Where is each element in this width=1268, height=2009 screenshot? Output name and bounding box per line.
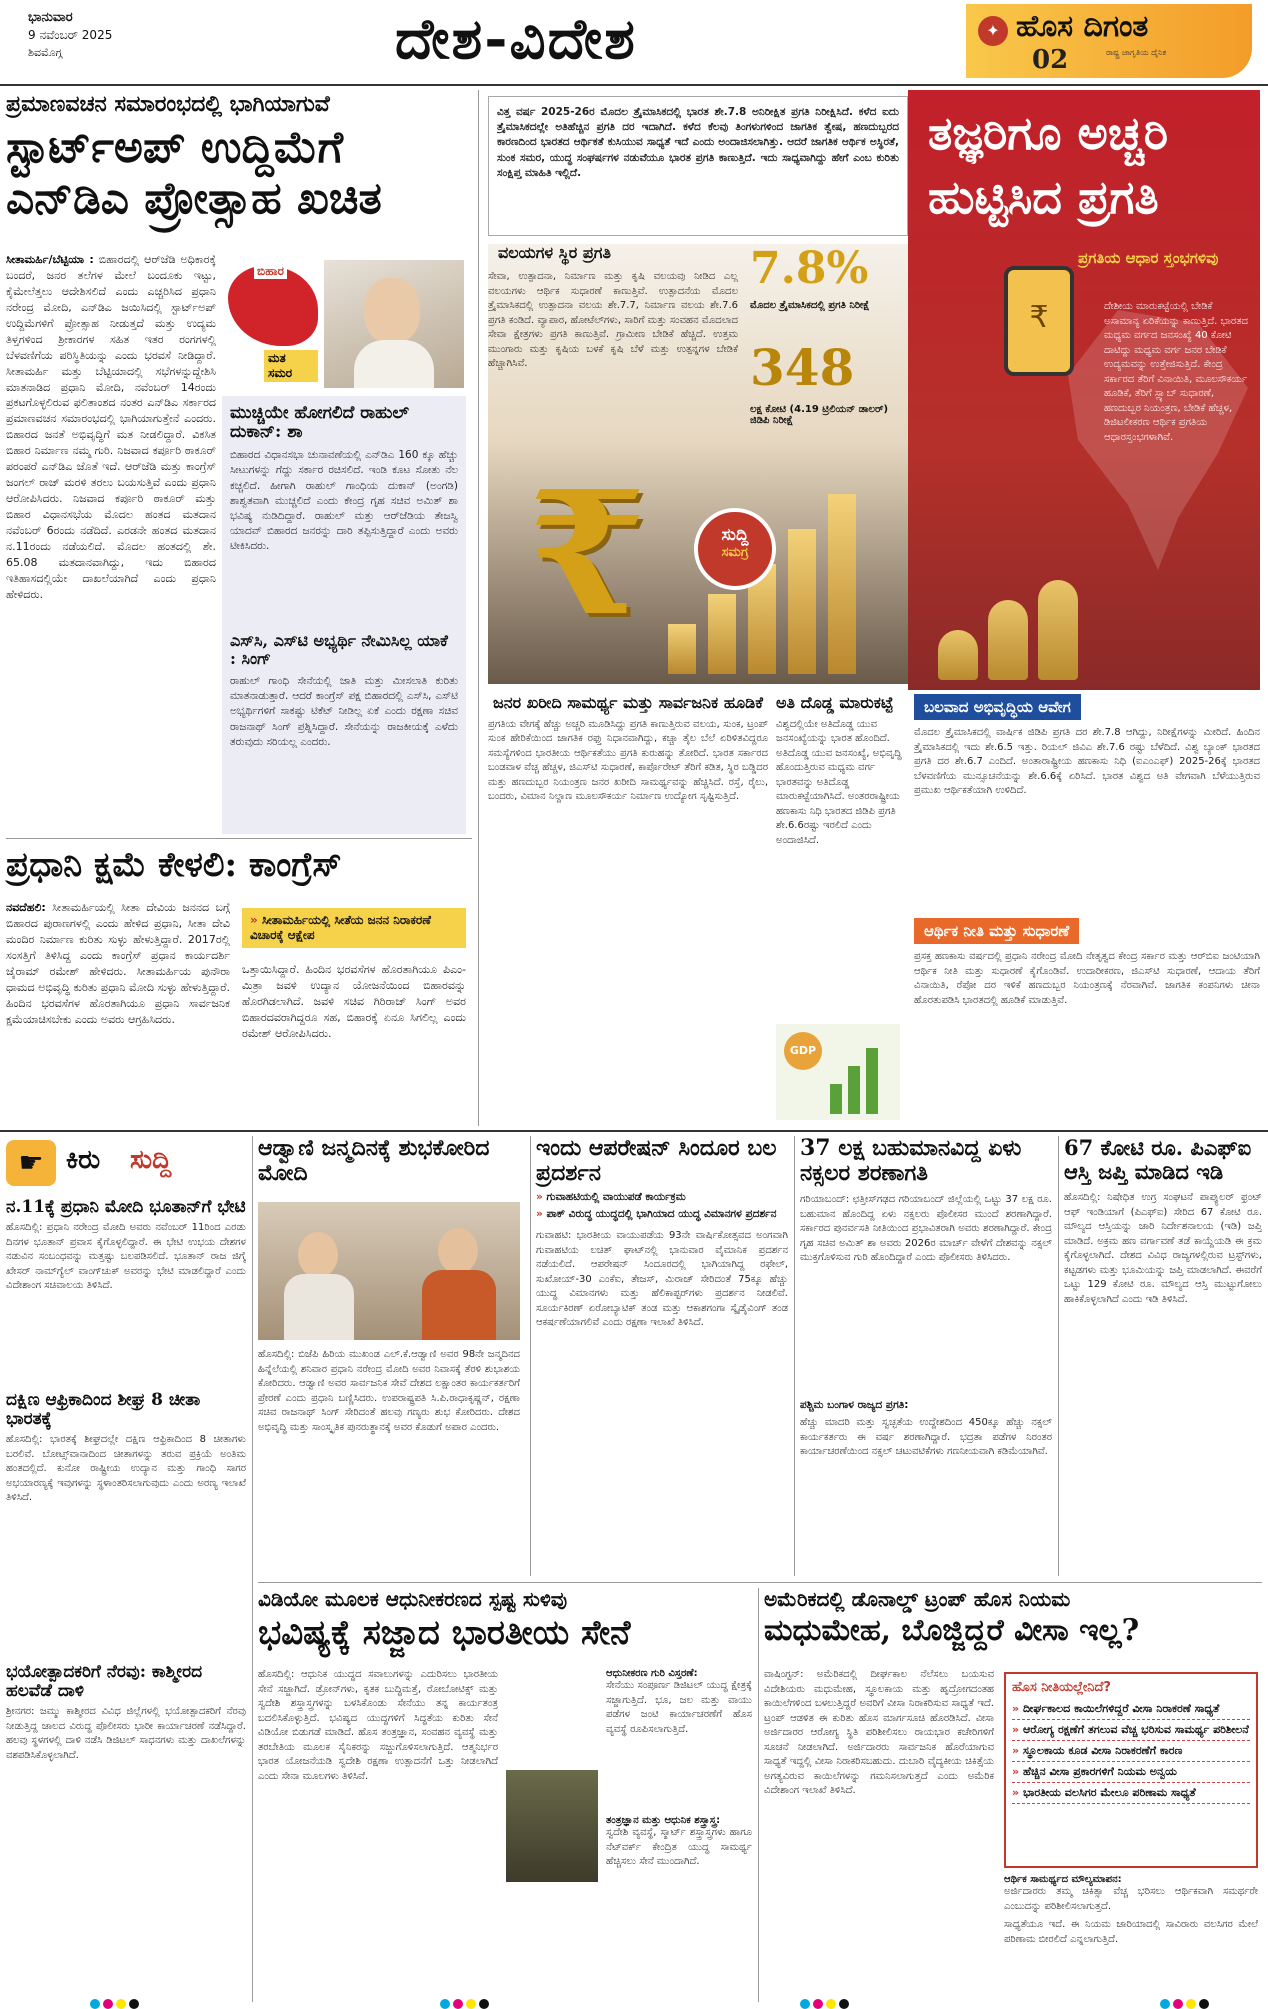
pillars-body: ದೇಶೀಯ ಮಾರುಕಟ್ಟೆಯಲ್ಲಿ ಬೇಡಿಕೆ ಅಸಾಮಾನ್ಯ ಏರಿಕೆಯನ್ನು ಕಾಣುತ್ತಿದೆ. ಭಾರತದ ಮಧ್ಯಮ ವರ್ಗದ ಜನಸಂಖ್ಯೆ 40 ಕೋಟಿ ದಾಟಿದ್ದು ಮಧ್ಯಮ ವರ್ಗ ಜನರ ಬೇಡಿಕೆ ಉದ್ಯಮವನ್ನು ಉತ್ತೇಜಿಸುತ್ತಿದೆ. ಕೇಂದ್ರ ಸರ್ಕಾರದ ತೆರಿಗೆ ವಿನಾಯಿತಿ, ಮೂಲಸೌಕರ್ಯ ಹೂಡಿಕೆ, ತೆರಿಗೆ ಸ್ಲ್ಯಾಬ್ ಸುಧಾರಣೆ, ಹಣದುಬ್ಬರ ನಿಯಂತ್ರಣ, ಬೇಡಿಕೆ ಹೆಚ್ಚಳ, ಡಿಜಿಟಲೀಕರಣ ಆರ್ಥಿಕ ಪ್ರಗತಿಯ ಆಧಾರಸ್ತಂಭಗಳಾಗಿವೆ.: [1104, 301, 1248, 443]
paper-tagline: ರಾಷ್ಟ್ರ ಜಾಗೃತಿಯ ದೈನಿಕ: [1106, 48, 1167, 57]
lamp-logo-icon: ✦: [978, 16, 1008, 46]
sindoor-headline: ಇಂದು ಆಪರೇಷನ್ ಸಿಂದೂರ ಬಲ ಪ್ರದರ್ಶನ: [536, 1135, 777, 1186]
pm-apology-highlight: [242, 908, 466, 948]
pointing-hand-icon: ☛: [6, 1140, 56, 1186]
arrow-icon: »: [1012, 1702, 1023, 1715]
divider: [478, 90, 479, 1126]
rahul-sub-headline: ಎಸ್‌ಸಿ, ಎಸ್‌ಟಿ ಅಭ್ಯರ್ಥಿ ನೇಮಿಸಿಲ್ಲ ಯಾಕೆ : ಸಿಂಗ್: [230, 631, 448, 668]
phone-rupee-graphic: [1004, 266, 1074, 376]
list-item-text: ದೀರ್ಘಕಾಲದ ಕಾಯಿಲೆಗಳಿದ್ದರೆ ವೀಸಾ ನಿರಾಕರಣೆ ಸಾಧ್ಯತೆ: [1022, 1702, 1220, 1715]
purchasing-body: ಪ್ರಗತಿಯ ವೇಗಕ್ಕೆ ಹೆಚ್ಚು ಅಚ್ಚರಿ ಮೂಡಿಸಿದ್ದು ಪ್ರಗತಿ ಕಾಣುತ್ತಿರುವ ವಲಯ, ಸುಂಕ, ಟ್ರಂಪ್ ಸುಂಕ ಹೇರಿಕೆಯಿಂದ ಜಾಗತಿಕ ರಫ್ತು ನಿಧಾನವಾಗಿದ್ದು, ಕಚ್ಚಾ ತೈಲ ಬೆಲೆ ಏರಿಳಿತವಿದ್ದರೂ ಸಮಸ್ಯೆಗಳಿಂದ ಭಾರತೀಯ ಆರ್ಥಿಕತೆಯು ಪ್ರಗತಿ ಕುರುಹನ್ನು ತೋರಿದೆ. ಭಾರತ ಸರ್ಕಾರದ ಬಂಡವಾಳ ವೆಚ್ಚ ಹೆಚ್ಚಳ, ಜಿಎಸ್‌ಟಿ ಸುಧಾರಣೆ, ಕಾರ್ಪೊರೇಟ್ ತೆರಿಗೆ ಕಡಿತ, ಸ್ಥಿರ ಬಡ್ಡಿದರ ಮತ್ತು ಹಣದುಬ್ಬರ ನಿಯಂತ್ರಣ ಜನರ ಖರೀದಿ ಸಾಮರ್ಥ್ಯವನ್ನು ಹೆಚ್ಚಿಸಿದೆ. ರಸ್ತೆ, ರೈಲು, ಬಂದರು, ವಿಮಾನ ನಿಲ್ದಾಣ ಮೂಲಸೌಕರ್ಯ ನಿರ್ಮಾಣ ಉದ್ಯೋಗ ಸೃಷ್ಟಿಸುತ್ತಿದೆ.: [488, 718, 768, 803]
policy-body: ಪ್ರಸಕ್ತ ಹಣಕಾಸು ವರ್ಷದಲ್ಲಿ ಪ್ರಧಾನಿ ನರೇಂದ್ರ ಮೋದಿ ನೇತೃತ್ವದ ಕೇಂದ್ರ ಸರ್ಕಾರ ಮತ್ತು ಆರ್‌ಬಿಐ ಜಂಟಿಯಾಗಿ ಆರ್ಥಿಕ ನೀತಿ ಮತ್ತು ಸುಧಾರಣೆ ಕೈಗೊಂಡಿವೆ. ಉದಾರೀಕರಣ, ಜಿಎಸ್‌ಟಿ ಸುಧಾರಣೆ, ಆದಾಯ ತೆರಿಗೆ ವಿನಾಯಿತಿ, ರೆಪೋ ದರ ಇಳಿಕೆ ಹಣದುಬ್ಬರ ನಿಯಂತ್ರಣಕ್ಕೆ ನೆರವಾಗಿವೆ. ಜಾಗತಿಕ ಕಂಪನಿಗಳು ಚೀನಾ ಹೊರತುಪಡಿಸಿ ಭಾರತದಲ್ಲಿ ಹೂಡಿಕೆ ಮಾಡುತ್ತಿವೆ.: [914, 951, 1260, 1006]
suddi-label: ಸುದ್ದಿ: [130, 1145, 172, 1175]
list-item: [1012, 1741, 1250, 1762]
pm-apology-body: [6, 900, 230, 1122]
kiru-item1-title: ನ.11ಕ್ಕೆ ಪ್ರಧಾನಿ ಮೋದಿ ಭೂತಾನ್‌ಗೆ ಭೇಟಿ: [6, 1197, 246, 1217]
purchasing-title: ಜನರ ಖರೀದಿ ಸಾಮರ್ಥ್ಯ ಮತ್ತು ಸಾರ್ವಜನಿಕ ಹೂಡಿಕೆ: [492, 693, 764, 712]
paper-logo-block: [966, 4, 1252, 78]
registration-dots: [1160, 1994, 1212, 2009]
market-body: ವಿಶ್ವದಲ್ಲಿಯೇ ಅತಿದೊಡ್ಡ ಯುವ ಜನಸಂಖ್ಯೆಯನ್ನು ಭಾರತ ಹೊಂದಿದೆ. ಅತಿದೊಡ್ಡ ಯುವ ಜನಸಂಖ್ಯೆ, ಅಭಿವೃದ್ಧಿ ಹೊಂದುತ್ತಿರುವ ಮಧ್ಯಮ ವರ್ಗ ಭಾರತವನ್ನು ಅತಿದೊಡ್ಡ ಮಾರುಕಟ್ಟೆಯಾಗಿಸಿದೆ. ಅಂತರರಾಷ್ಟ್ರೀಯ ಹಣಕಾಸು ನಿಧಿ ಭಾರತದ ಜಿಡಿಪಿ ಪ್ರಗತಿ ಶೇ.6.6ರಷ್ಟು ಇರಲಿದೆ ಎಂದು ಅಂದಾಜಿಸಿದೆ.: [776, 718, 902, 846]
startup-headline-2: ಎನ್‌ಡಿಎ ಪ್ರೋತ್ಸಾಹ ಖಚಿತ: [6, 172, 382, 224]
trump-headline: ಮಧುಮೇಹ, ಬೊಜ್ಜಿದ್ದರೆ ವೀಸಾ ಇಲ್ಲ?: [764, 1613, 1140, 1649]
masthead-rule: [0, 84, 1268, 86]
divider: [0, 1130, 1268, 1132]
trump-sub-body: ಅರ್ಜಿದಾರರು ತಮ್ಮ ಚಿಕಿತ್ಸಾ ವೆಚ್ಚ ಭರಿಸಲು ಆರ್ಥಿಕವಾಗಿ ಸಮರ್ಥರೇ ಎಂಬುದನ್ನು ಪರಿಶೀಲಿಸಲಾಗುತ್ತದೆ.: [1004, 1886, 1258, 1912]
startup-dateline: ಸೀತಾಮರ್ಹಿ/ಬೆಟ್ಟಿಯಾ :: [6, 253, 94, 266]
ed-body: ಹೊಸದಿಲ್ಲಿ: ನಿಷೇಧಿತ ಉಗ್ರ ಸಂಘಟನೆ ಪಾಪ್ಯುಲರ್ ಫ್ರಂಟ್ ಆಫ್ ಇಂಡಿಯಾಗೆ (ಪಿಎಫ್‌ಐ) ಸೇರಿದ 67 ಕೋಟಿ ರೂ. ಮೌಲ್ಯದ ಆಸ್ತಿಯನ್ನು ಜಾರಿ ನಿರ್ದೇಶನಾಲಯ (ಇಡಿ) ಜಪ್ತಿ ಮಾಡಿದೆ. ಅಕ್ರಮ ಹಣ ವರ್ಗಾವಣೆ ತಡೆ ಕಾಯ್ದೆಯಡಿ ಈ ಕ್ರಮ ಕೈಗೊಳ್ಳಲಾಗಿದೆ. ದೇಶದ ವಿವಿಧ ರಾಜ್ಯಗಳಲ್ಲಿರುವ ಟ್ರಸ್ಟ್‌ಗಳು, ಕಟ್ಟಡಗಳು ಮತ್ತು ಭೂಮಿಯನ್ನು ಜಪ್ತಿ ಮಾಡಲಾಗಿದೆ. ಈವರೆಗೆ ಒಟ್ಟು 129 ಕೋಟಿ ರೂ. ಮೌಲ್ಯದ ಆಸ್ತಿ ಮುಟ್ಟುಗೋಲು ಹಾಕಿಕೊಳ್ಳಲಾಗಿದೆ ಎಂದು ಇಡಿ ತಿಳಿಸಿದೆ.: [1064, 1192, 1262, 1305]
kiru-item3-body: ಶ್ರೀನಗರ: ಜಮ್ಮು ಕಾಶ್ಮೀರದ ವಿವಿಧ ಜಿಲ್ಲೆಗಳಲ್ಲಿ ಭಯೋತ್ಪಾದಕರಿಗೆ ನೆರವು ನೀಡುತ್ತಿದ್ದ ಜಾಲದ ವಿರುದ್ಧ ಪೊಲೀಸರು ಭಾರೀ ಕಾರ್ಯಾಚರಣೆ ನಡೆಸಿದ್ದಾರೆ. ಹಲವು ಸ್ಥಳಗಳಲ್ಲಿ ದಾಳಿ ನಡೆಸಿ ಡಿಜಿಟಲ್ ಸಾಧನಗಳು ಮತ್ತು ದಾಖಲೆಗಳನ್ನು ವಶಪಡಿಸಿಕೊಳ್ಳಲಾಗಿದೆ.: [6, 1706, 246, 1761]
page-number: 02: [1032, 45, 1069, 75]
arrow-icon: »: [1012, 1723, 1023, 1736]
army-sub1-title: ಆಧುನೀಕರಣ ಗುರಿ ವಿಸ್ತರಣೆ:: [606, 1668, 698, 1679]
economy-hero-panel: [908, 90, 1260, 690]
sindoor-bullet-2: [536, 1208, 788, 1221]
naxal-body: ಗರಿಯಾಬಂದ್: ಛತ್ತೀಸ್‌ಗಢದ ಗರಿಯಾಬಂದ್ ಜಿಲ್ಲೆಯಲ್ಲಿ ಒಟ್ಟು 37 ಲಕ್ಷ ರೂ. ಬಹುಮಾನ ಹೊಂದಿದ್ದ ಏಳು ನಕ್ಸಲರು ಪೊಲೀಸರ ಮುಂದೆ ಶರಣಾಗಿದ್ದಾರೆ. ಸರ್ಕಾರದ ಪುನರ್ವಸತಿ ನೀತಿಯಿಂದ ಪ್ರಭಾವಿತರಾಗಿ ಅವರು ಶರಣಾಗಿದ್ದಾರೆ. ಕೇಂದ್ರ ಗೃಹ ಸಚಿವ ಅಮಿತ್ ಶಾ ಅವರು 2026ರ ಮಾರ್ಚ್ ವೇಳೆಗೆ ದೇಶವನ್ನು ನಕ್ಸಲ್ ಮುಕ್ತಗೊಳಿಸುವ ಗುರಿ ಹೊಂದಿದ್ದಾರೆ ಎಂದು ಪೊಲೀಸರು ತಿಳಿಸಿದರು.: [800, 1194, 1052, 1264]
badge-line-2: ಸಮಗ್ರ: [721, 545, 749, 561]
army-body: ಹೊಸದಿಲ್ಲಿ: ಆಧುನಿಕ ಯುದ್ಧದ ಸವಾಲುಗಳನ್ನು ಎದುರಿಸಲು ಭಾರತೀಯ ಸೇನೆ ಸಜ್ಜಾಗಿದೆ. ಡ್ರೋನ್‌ಗಳು, ಕೃತಕ ಬುದ್ಧಿಮತ್ತೆ, ರೋಬೋಟಿಕ್ಸ್ ಮತ್ತು ಸ್ವದೇಶಿ ಶಸ್ತ್ರಾಸ್ತ್ರಗಳನ್ನು ಬಳಸಿಕೊಂಡು ಸೇನೆಯು ತನ್ನ ಕಾರ್ಯತಂತ್ರ ಬದಲಿಸಿಕೊಳ್ಳುತ್ತಿದೆ. ಭವಿಷ್ಯದ ಯುದ್ಧಗಳಿಗೆ ಸಿದ್ಧತೆಯ ಕುರಿತು ಸೇನೆ ವಿಡಿಯೋ ಬಿಡುಗಡೆ ಮಾಡಿದೆ. ಹೊಸ ತಂತ್ರಜ್ಞಾನ, ಸಂವಹನ ವ್ಯವಸ್ಥೆ ಮತ್ತು ತರಬೇತಿಯ ಮೂಲಕ ಸೈನಿಕರನ್ನು ಸಜ್ಜುಗೊಳಿಸಲಾಗುತ್ತಿದೆ. ಆತ್ಮನಿರ್ಭರ ಭಾರತ ಯೋಜನೆಯಡಿ ಸ್ವದೇಶಿ ರಕ್ಷಣಾ ಉತ್ಪಾದನೆಗೆ ಒತ್ತು ನೀಡಲಾಗಿದೆ ಎಂದು ಸೇನಾ ಮೂಲಗಳು ತಿಳಿಸಿವೆ.: [258, 1669, 498, 1782]
startup-kicker: ಪ್ರಮಾಣವಚನ ಸಮಾರಂಭದಲ್ಲಿ ಭಾಗಿಯಾಗುವೆ: [6, 91, 330, 117]
kiru-label: ಕಿರು: [66, 1145, 101, 1175]
stat-gdp-value-label: ಲಕ್ಷ ಕೋಟಿ (4.19 ಟ್ರಿಲಿಯನ್ ಡಾಲರ್) ಜಿಡಿಪಿ ನಿರೀಕ್ಷೆ: [750, 404, 889, 426]
masthead-city: ಶಿವಮೊಗ್ಗ: [28, 46, 63, 59]
divider: [758, 1588, 759, 2002]
new-policy-title: ಹೊಸ ನೀತಿಯಲ್ಲೇನಿದೆ?: [1012, 1680, 1111, 1695]
growth-title: ಬಲವಾದ ಅಭಿವೃದ್ಧಿಯ ಆವೇಗ: [914, 694, 1081, 720]
sindoor-bullet-2-text: ಪಾಕ್ ವಿರುದ್ಧ ಯುದ್ಧದಲ್ಲಿ ಭಾಗಿಯಾದ ಯುದ್ಧ ವಿಮಾನಗಳ ಪ್ರದರ್ಶನ: [546, 1208, 777, 1221]
list-item: [1012, 1762, 1250, 1783]
trump-sub-title: ಆರ್ಥಿಕ ಸಾಮರ್ಥ್ಯದ ಮೌಲ್ಯಮಾಪನ:: [1004, 1874, 1122, 1885]
sector-body: ಸೇವಾ, ಉತ್ಪಾದನಾ, ನಿರ್ಮಾಣ ಮತ್ತು ಕೃಷಿ ವಲಯವು ನೀಡಿದ ಎಲ್ಲ ವಲಯಗಳು ಆರ್ಥಿಕ ಸುಧಾರಣೆ ಕಾಣುತ್ತಿವೆ. ಉತ್ಪಾದನೆಯ ಮೊದಲ ತ್ರೈಮಾಸಿಕದಲ್ಲಿ ಉತ್ಪಾದನಾ ವಲಯ ಶೇ.7.7, ನಿರ್ಮಾಣ ವಲಯ ಶೇ.7.6 ಪ್ರಗತಿ ಕಂಡಿದೆ. ವ್ಯಾಪಾರ, ಹೋಟೆಲ್‌ಗಳು, ಸಾರಿಗೆ ಮತ್ತು ಸಂವಹನ ಮೊದಲಾದ ಸೇವಾ ಕ್ಷೇತ್ರಗಳು ಪ್ರಗತಿ ಕಾಣುತ್ತಿವೆ. ಗ್ರಾಮೀಣ ಬೇಡಿಕೆ ಹೆಚ್ಚಿದೆ. ಉತ್ತಮ ಮುಂಗಾರು ಮತ್ತು ಕೃಷಿಯ ಬಳಕೆ ಕೃಷಿ ಬೆಳೆ ಮತ್ತು ಉತ್ಪನ್ನಗಳ ಬೇಡಿಕೆ ಹೆಚ್ಚಾಗಿಸಿವೆ.: [488, 271, 738, 369]
badge-line-1: ಸುದ್ದಿ: [721, 525, 749, 545]
section-title: ದೇಶ-ವಿದೇಶ: [395, 6, 637, 72]
new-policy-box: [1004, 1672, 1258, 1868]
rahul-box: [222, 396, 466, 834]
sindoor-story: [536, 1136, 788, 1576]
list-item-text: ಭಾರತೀಯ ವಲಸಿಗರ ಮೇಲೂ ಪರಿಣಾಮ ಸಾಧ್ಯತೆ: [1022, 1786, 1196, 1799]
naxal-sub-body: ಹೆಚ್ಚು ಮಾದರಿ ಮತ್ತು ಸ್ವಚ್ಛತೆಯ ಉದ್ದೇಶದಿಂದ 450ಕ್ಕೂ ಹೆಚ್ಚು ನಕ್ಸಲ್ ಕಾರ್ಯಕರ್ತರು ಈ ವರ್ಷ ಶರಣಾಗಿದ್ದಾರೆ. ಭದ್ರತಾ ಪಡೆಗಳ ನಿರಂತರ ಕಾರ್ಯಾಚರಣೆಯಿಂದ ನಕ್ಸಲ್ ಚಟುವಟಿಕೆಗಳು ಗಣನೀಯವಾಗಿ ಕಡಿಮೆಯಾಗಿವೆ.: [800, 1417, 1052, 1458]
masthead: [0, 0, 1268, 84]
list-item-text: ಸ್ಥೂಲಕಾಯ ಕೂಡ ವೀಸಾ ನಿರಾಕರಣೆಗೆ ಕಾರಣ: [1022, 1744, 1183, 1757]
arrow-icon: »: [1012, 1765, 1023, 1778]
kiru-item2-title: ದಕ್ಷಿಣ ಆಫ್ರಿಕಾದಿಂದ ಶೀಘ್ರ 8 ಚೀತಾ ಭಾರತಕ್ಕೆ: [6, 1390, 201, 1430]
kiru-suddi-column: [6, 1136, 246, 1996]
advani-headline: ಆಡ್ವಾಣಿ ಜನ್ಮದಿನಕ್ಕೆ ಶುಭಕೋರಿದ ಮೋದಿ: [258, 1135, 490, 1186]
registration-dots: [800, 1994, 852, 2009]
pm-apology-body-text: ಸೀತಾಮರ್ಹಿಯಲ್ಲಿ ಸೀತಾ ದೇವಿಯ ಜನನದ ಬಗ್ಗೆ ಬಿಹಾರದ ಪುರಾಣಗಳಲ್ಲಿ ಎಂದು ಹೇಳಿದ ಪ್ರಧಾನಿ, ಸೀತಾ ದೇವಿ ಮಂದಿರ ನಿರ್ಮಾಣ ಕುರಿತು ಸುಳ್ಳು ಹೇಳುತ್ತಿದ್ದಾರೆ. 2017ರಲ್ಲಿ ಸಂಸತ್ತಿಗೆ ತಿಳಿಸಿದ್ದ ಎಂದು ಕಾಂಗ್ರೆಸ್ ಪ್ರಧಾನ ಕಾರ್ಯದರ್ಶಿ ಜೈರಾಮ್ ರಮೇಶ್ ಹೇಳಿದರು. ಸೀತಾಮರ್ಹಿಯ ಪುನೌರಾ ಧಾಮದ ಅಭಿವೃದ್ಧಿ ಕುರಿತು ಪ್ರಧಾನಿ ಮೋದಿ ಸುಳ್ಳು ಹೇಳುತ್ತಿದ್ದಾರೆ. ಹಿಂದಿನ ಭರವಸೆಗಳ ಹೊರತಾಗಿಯೂ ಪ್ರಧಾನಿ ಸಾರ್ವಜನಿಕ ಕ್ಷಮೆಯಾಚಿಸಬೇಕು ಎಂದು ಅವರು ಆಗ್ರಹಿಸಿದರು.: [6, 901, 230, 1026]
advani-story: [258, 1136, 524, 1576]
arrow-icon: »: [536, 1208, 543, 1221]
pm-apology-dateline: ನವದೆಹಲಿ:: [6, 901, 46, 914]
list-item-text: ಆರೋಗ್ಯ ರಕ್ಷಣೆಗೆ ತಗಲುವ ವೆಚ್ಚ ಭರಿಸುವ ಸಾಮರ್ಥ್ಯ ಪರಿಶೀಲನೆ: [1022, 1723, 1249, 1736]
kiru-suddi-banner: [6, 1136, 246, 1192]
coin-stack-graphic: [928, 570, 1098, 680]
divider: [530, 1136, 531, 1576]
paper-name: ಹೊಸ ದಿಗಂತ: [1016, 9, 1149, 44]
startup-headline-1: ಸ್ಟಾರ್ಟ್‌ಅಪ್ ಉದ್ದಿಮೆಗೆ: [6, 121, 344, 173]
naxal-sub-title: ಪಶ್ಚಿಮ ಬಂಗಾಳ ರಾಜ್ಯದ ಪ್ರಗತಿ:: [800, 1399, 909, 1412]
sindoor-bullet-1: [536, 1191, 788, 1204]
list-item: [1012, 1699, 1250, 1720]
policy-story: [914, 918, 1260, 1126]
naxal-headline: 37 ಲಕ್ಷ ಬಹುಮಾನವಿದ್ದ ಏಳು ನಕ್ಸಲರ ಶರಣಾಗತಿ: [800, 1135, 1022, 1186]
sector-title: ವಲಯಗಳ ಸ್ಥಿರ ಪ್ರಗತಿ: [498, 243, 611, 262]
army-story: [258, 1588, 752, 2000]
divider: [252, 1136, 253, 2002]
list-item: [1012, 1783, 1250, 1804]
bihar-map-graphic: [224, 260, 324, 388]
arrow-icon: »: [1012, 1786, 1023, 1799]
kiru-item2-body: ಹೊಸದಿಲ್ಲಿ: ಭಾರತಕ್ಕೆ ಶೀಘ್ರದಲ್ಲೇ ದಕ್ಷಿಣ ಆಫ್ರಿಕಾದಿಂದ 8 ಚೀತಾಗಳು ಬರಲಿವೆ. ಬೋಟ್ಸ್‌ವಾನಾದಿಂದ ಚೀತಾಗಳನ್ನು ತರುವ ಪ್ರಕ್ರಿಯೆ ಅಂತಿಮ ಹಂತದಲ್ಲಿದೆ. ಕುನೋ ರಾಷ್ಟ್ರೀಯ ಉದ್ಯಾನ ಮತ್ತು ಗಾಂಧಿ ಸಾಗರ ಅಭಯಾರಣ್ಯಕ್ಕೆ ಇವುಗಳನ್ನು ಸ್ಥಳಾಂತರಿಸಲಾಗುವುದು ಎಂದು ಅರಣ್ಯ ಇಲಾಖೆ ತಿಳಿಸಿದೆ.: [6, 1434, 246, 1504]
pm-apology-highlight-text: ಸೀತಾಮರ್ಹಿಯಲ್ಲಿ ಸೀತೆಯ ಜನನ ನಿರಾಕರಣೆ ವಿಚಾರಕ್ಕೆ ಆಕ್ಷೇಪ: [250, 913, 431, 942]
new-policy-list: [1012, 1699, 1250, 1804]
registration-dots: [440, 1994, 492, 2009]
economy-headline-2: ಹುಟ್ಟಿಸಿದ ಪ್ರಗತಿ: [928, 170, 1159, 224]
rahul-headline: ಮುಚ್ಚಿಯೇ ಹೋಗಲಿದೆ ರಾಹುಲ್ ದುಕಾನ್: ಶಾ: [230, 403, 409, 443]
stat-gdp-value: 348: [750, 338, 855, 397]
growth-body: ಮೊದಲ ತ್ರೈಮಾಸಿಕದಲ್ಲಿ ವಾರ್ಷಿಕ ಜಿಡಿಪಿ ಪ್ರಗತಿ ದರ ಶೇ.7.8 ಆಗಿದ್ದು, ನಿರೀಕ್ಷೆಗಳನ್ನು ಮೀರಿದೆ. ಹಿಂದಿನ ತ್ರೈಮಾಸಿಕದಲ್ಲಿ ಇದು ಶೇ.6.5 ಇತ್ತು. ರಿಯಲ್ ಜಿವಿಎ ಶೇ.7.6 ರಷ್ಟು ಬೆಳೆದಿದೆ. ವಿಶ್ವ ಬ್ಯಾಂಕ್ ಭಾರತದ ಪ್ರಗತಿ ದರ ಶೇ.6.7 ಎಂದಿದೆ. ಅಂತಾರಾಷ್ಟ್ರೀಯ ಹಣಕಾಸು ನಿಧಿ (ಐಎಂಎಫ್) 2025-26ಕ್ಕೆ ಭಾರತದ ಬೆಳವಣಿಗೆಯ ಮುನ್ಸೂಚನೆಯನ್ನು ಶೇ.6.6ಕ್ಕೆ ಏರಿಸಿದೆ. ಭಾರತ ವಿಶ್ವದ ಅತಿ ವೇಗವಾಗಿ ಬೆಳೆಯುತ್ತಿರುವ ಪ್ರಮುಖ ಆರ್ಥಿಕತೆಯಾಗಿ ಉಳಿದಿದೆ.: [914, 727, 1260, 796]
sindoor-body: ಗುವಾಹಟಿ: ಭಾರತೀಯ ವಾಯುಪಡೆಯ 93ನೇ ವಾರ್ಷಿಕೋತ್ಸವದ ಅಂಗವಾಗಿ ಗುವಾಹಟಿಯ ಲಚಿತ್ ಘಾಟ್‌ನಲ್ಲಿ ಭಾನುವಾರ ವೈಮಾನಿಕ ಪ್ರದರ್ಶನ ನಡೆಯಲಿದೆ. ಆಪರೇಷನ್ ಸಿಂದೂರದಲ್ಲಿ ಭಾಗಿಯಾಗಿದ್ದ ರಫೇಲ್, ಸುಖೋಯ್-30 ಎಂಕೆಐ, ತೇಜಸ್, ಮಿರಾಜ್ ಸೇರಿದಂತೆ 75ಕ್ಕೂ ಹೆಚ್ಚು ಯುದ್ಧ ವಿಮಾನಗಳು ಮತ್ತು ಹೆಲಿಕಾಪ್ಟರ್‌ಗಳು ಪ್ರದರ್ಶನ ನೀಡಲಿವೆ. ಸೂರ್ಯಕಿರಣ್ ಏರೋಬ್ಯಾಟಿಕ್ ತಂಡ ಮತ್ತು ಆಕಾಶಗಂಗಾ ಸ್ಕೈಡೈವಿಂಗ್ ತಂಡ ಆಕರ್ಷಣೆಯಾಗಲಿವೆ ಎಂದು ರಕ್ಷಣಾ ಇಲಾಖೆ ತಿಳಿಸಿದೆ.: [536, 1230, 788, 1329]
market-story: [776, 694, 906, 1126]
rahul-sub-body: ರಾಹುಲ್ ಗಾಂಧಿ ಸೇನೆಯಲ್ಲಿ ಜಾತಿ ಮತ್ತು ಮೀಸಲಾತಿ ಕುರಿತು ಮಾತನಾಡುತ್ತಾರೆ. ಆದರೆ ಕಾಂಗ್ರೆಸ್ ಪಕ್ಷ ಬಿಹಾರದಲ್ಲಿ ಎಸ್‌ಸಿ, ಎಸ್‌ಟಿ ಅಭ್ಯರ್ಥಿಗಳಿಗೆ ಸಾಕಷ್ಟು ಟಿಕೆಟ್ ನೀಡಿಲ್ಲ ಏಕೆ ಎಂದು ರಕ್ಷಣಾ ಸಚಿವ ರಾಜನಾಥ್ ಸಿಂಗ್ ಪ್ರಶ್ನಿಸಿದ್ದಾರೆ. ಸೇನೆಯನ್ನು ರಾಜಕೀಯಕ್ಕೆ ಎಳೆದು ತರುವುದು ಸರಿಯಲ್ಲ ಎಂದರು.: [230, 674, 458, 748]
startup-body-text: ಬಿಹಾರದಲ್ಲಿ ಆರ್‌ಜೆಡಿ ಅಧಿಕಾರಕ್ಕೆ ಬಂದರೆ, ಜನರ ತಲೆಗಳ ಮೇಲೆ ಬಂದೂಕು ಇಟ್ಟು, ಕೈಮೇಲೆತ್ತಲು ಆದೇಶಿಸಲಿದೆ ಎಂದು ಎಚ್ಚರಿಸಿದ ಪ್ರಧಾನಿ ನರೇಂದ್ರ ಮೋದಿ, ಎನ್‌ಡಿಎ ಜಯಿಸಿದಲ್ಲಿ ಸ್ಟಾರ್ಟ್‌ಅಪ್ ಉದ್ದಿಮೆಗಳಿಗೆ ಪ್ರೋತ್ಸಾಹ ನೀಡುತ್ತದೆ ಮತ್ತು ಉದ್ಯಮ ತಿಳ್ತಗಳಿಂದ ಶ್ರೀಕಾರಗಳ ಸಹಿತ ಇತರ ರಂಗಗಳಲ್ಲಿ ಬೆಳವಣಿಗೆಯ ಪರಿಸ್ಥಿತಿಯನ್ನು ಎಂದು ಭರವಸೆ ನೀಡಿದ್ದಾರೆ. ಸೀತಾಮರ್ಹಿ ಮತ್ತು ಬೆಟ್ಟಿಯಾದಲ್ಲಿ ಸಭೆಗಳನ್ನುದ್ದೇಶಿಸಿ ಮಾತನಾಡಿದ ಪ್ರಧಾನಿ ಮೋದಿ, ನವೆಂಬರ್ 14ರಂದು ಪ್ರಕಟಗೊಳ್ಳಲಿರುವ ಫಲಿತಾಂಶದ ನಂತರ ಎನ್‌ಡಿಎ ಸರ್ಕಾರದ ಪ್ರಮಾಣವಚನ ಸಮಾರಂಭದಲ್ಲಿ ಭಾಗಿಯಾಗುತ್ತೇನೆ ಎಂದರು. ಬಿಹಾರದ ಜನತೆ ಅಭಿವೃದ್ಧಿಗೆ ಮತ ನೀಡಲಿದ್ದಾರೆ. ವಿಕಸಿತ ಬಿಹಾರ ನಿರ್ಮಾಣ ನಮ್ಮ ಗುರಿ. ನಿಜವಾದ ಕರ್ಪೂರಿ ಠಾಕೂರ್ ಪರಂಪರೆ ಎನ್‌ಡಿಎ ಜೊತೆ ಇದೆ. ಆರ್‌ಜೆಡಿ ಮತ್ತು ಕಾಂಗ್ರೆಸ್ ಜಂಗಲ್ ರಾಜ್ ಮರಳಿ ತರಲು ಬಯಸುತ್ತಿವೆ ಎಂದು ಪ್ರಧಾನಿ ಆರೋಪಿಸಿದರು. ನಿಜವಾದ ಕರ್ಪೂರಿ ಠಾಕೂರ್ ಮತ್ತು ಬಿಹಾರ ವಿಧಾನಸಭೆಯ ಮೊದಲ ಹಂತದ ಮತದಾನ ನವೆಂಬರ್ 6ರಂದು ನಡೆದಿದೆ. ಎರಡನೇ ಹಂತದ ಮತದಾನ ನ.11ರಂದು ನಡೆಯಲಿದೆ. ಮೊದಲ ಹಂತದಲ್ಲಿ ಶೇ. 65.08 ಮತದಾನವಾಗಿದ್ದು, ಇದು ಬಿಹಾರದ ಇತಿಹಾಸದಲ್ಲಿಯೇ ದಾಖಲೆಯಾಗಿದೆ ಎಂದು ಪ್ರಧಾನಿ ಹೇಳಿದರು.: [6, 253, 216, 601]
economy-intro: ವಿತ್ತ ವರ್ಷ 2025-26ರ ಮೊದಲ ತ್ರೈಮಾಸಿಕದಲ್ಲಿ ಭಾರತ ಶೇ.7.8 ಅನಿರೀಕ್ಷಿತ ಪ್ರಗತಿ ನಿರೀಕ್ಷಿಸಿದೆ. ಕಳೆದ ಐದು ತ್ರೈಮಾಸಿಕದಲ್ಲೇ ಅತಿಹೆಚ್ಚಿನ ಪ್ರಗತಿ ದರ ಇದಾಗಿದೆ. ಕಳೆದ ಕೆಲವು ತಿಂಗಳುಗಳಿಂದ ಜಾಗತಿಕ ತ್ವೇಷ, ಹಣದುಬ್ಬರದ ಕಾರಣದಿಂದ ಭಾರತದ ಆರ್ಥಿಕತೆ ಕುಸಿಯುವ ಸಾಧ್ಯತೆ ಇದೆ ಎಂದು ಅಂದಾಜಿಸಲಾಗಿತ್ತು. ಆದರೆ ಜಾಗತಿಕ ಆರ್ಥಿಕ ಅಸ್ಥಿರತೆ, ಸುಂಕ ಸಮರ, ಯುದ್ಧ ಸಂಘರ್ಷಗಳ ನಡುವೆಯೂ ಭಾರತ ಪ್ರಗತಿ ಕಾಣುತ್ತಿದೆ. ಇದು ಸಾಧ್ಯವಾಗಿದ್ದು ಹೇಗೆ ಎಂಬ ಕುರಿತು ಸಂಕ್ಷಿಪ್ತ ಮಾಹಿತಿ ಇಲ್ಲಿದೆ.: [497, 106, 899, 179]
kiru-item3-title: ಭಯೋತ್ಪಾದಕರಿಗೆ ನೆರವು: ಕಾಶ್ಮೀರದ ಹಲವೆಡೆ ದಾಳಿ: [6, 1662, 203, 1702]
pm-apology-story: [6, 846, 472, 1126]
naxal-story: [800, 1136, 1052, 1576]
army-headline: ಭವಿಷ್ಯಕ್ಕೆ ಸಜ್ಜಾದ ಭಾರತೀಯ ಸೇನೆ: [258, 1613, 631, 1654]
ed-story: [1064, 1136, 1262, 1576]
army-sub2-title: ತಂತ್ರಜ್ಞಾನ ಮತ್ತು ಆಧುನಿಕ ಶಸ್ತ್ರಾಸ್ತ್ರ:: [606, 1815, 721, 1826]
rupee-icon: ₹: [1029, 300, 1049, 335]
pm-apology-body-2: ಒತ್ತಾಯಿಸಿದ್ದಾರೆ. ಹಿಂದಿನ ಭರವಸೆಗಳ ಹೊರತಾಗಿಯೂ ಪಿಎಂ-ಮಿತ್ರಾ ಜವಳಿ ಉದ್ಯಾನ ಯೋಜನೆಯಿಂದ ಬಿಹಾರವನ್ನು ಹೊರಗಿಡಲಾಗಿದೆ. ಜವಳಿ ಸಚಿವ ಗಿರಿರಾಜ್ ಸಿಂಗ್ ಅವರ ಬಿಹಾರದವರಾಗಿದ್ದರೂ ಸಹ, ಬಿಹಾರಕ್ಕೆ ಏನೂ ಸಿಗಲಿಲ್ಲ ಎಂದು ರಮೇಶ್ ಆರೋಪಿಸಿದರು.: [242, 963, 466, 1040]
startup-body: [6, 252, 216, 827]
arrow-icon: »: [536, 1191, 543, 1204]
modi-portrait-photo: [324, 260, 464, 388]
trump-kicker: ಅಮೆರಿಕದಲ್ಲಿ ಡೊನಾಲ್ಡ್ ಟ್ರಂಪ್ ಹೊಸ ನಿಯಮ: [764, 1587, 1071, 1611]
registration-dots: [90, 1994, 142, 2009]
trump-body: ವಾಷಿಂಗ್ಟನ್: ಅಮೆರಿಕದಲ್ಲಿ ದೀರ್ಘಕಾಲ ನೆಲೆಸಲು ಬಯಸುವ ವಿದೇಶಿಯರು ಮಧುಮೇಹ, ಸ್ಥೂಲಕಾಯ ಮತ್ತು ಹೃದ್ರೋಗದಂತಹ ಕಾಯಿಲೆಗಳಿಂದ ಬಳಲುತ್ತಿದ್ದರೆ ಅವರಿಗೆ ವೀಸಾ ನಿರಾಕರಿಸುವ ಸಾಧ್ಯತೆ ಇದೆ. ಟ್ರಂಪ್ ಆಡಳಿತ ಈ ಕುರಿತು ಹೊಸ ಮಾರ್ಗಸೂಚಿ ಹೊರಡಿಸಿದೆ. ವೀಸಾ ಅರ್ಜಿದಾರರ ಆರೋಗ್ಯ ಸ್ಥಿತಿ ಪರಿಶೀಲಿಸಲು ರಾಯಭಾರ ಕಚೇರಿಗಳಿಗೆ ಸೂಚನೆ ನೀಡಲಾಗಿದೆ. ಅರ್ಜಿದಾರರು ಸಾರ್ವಜನಿಕ ಹೊರೆಯಾಗುವ ಸಾಧ್ಯತೆ ಇದ್ದಲ್ಲಿ ವೀಸಾ ನಿರಾಕರಿಸಬಹುದು. ದುಬಾರಿ ವೈದ್ಯಕೀಯ ಚಿಕಿತ್ಸೆಯ ಅಗತ್ಯವಿರುವ ಕಾಯಿಲೆಗಳನ್ನು ಗಮನಿಸಲಾಗುತ್ತದೆ ಎಂದು ಅಮೆರಿಕ ವಿದೇಶಾಂಗ ಇಲಾಖೆ ತಿಳಿಸಿದೆ.: [764, 1669, 994, 1796]
masthead-date: 9 ನವೆಂಬರ್ 2025: [28, 28, 113, 42]
economy-hero-image: [488, 244, 908, 684]
army-sub2-body: ಸ್ವದೇಶಿ ವ್ಯವಸ್ಥೆ, ಸ್ಮಾರ್ಟ್ ಶಸ್ತ್ರಾಸ್ತ್ರಗಳು ಹಾಗೂ ನೆಟ್‌ವರ್ಕ್ ಕೇಂದ್ರಿತ ಯುದ್ಧ ಸಾಮರ್ಥ್ಯ ಹೆಚ್ಚಿಸಲು ಸೇನೆ ಮುಂದಾಗಿದೆ.: [606, 1827, 752, 1867]
divider: [258, 1582, 1262, 1583]
pm-apology-headline: ಪ್ರಧಾನಿ ಕ್ಷಮೆ ಕೇಳಲಿ: ಕಾಂಗ್ರೆಸ್: [6, 845, 342, 885]
economy-headline-1: ತಜ್ಞರಿಗೂ ಅಚ್ಚರಿ: [928, 106, 1169, 160]
arrow-icon: »: [1012, 1744, 1023, 1757]
gold-rupee-graphic: ₹: [528, 454, 647, 654]
economy-intro-box: [488, 96, 908, 236]
stat-gdp-growth: 7.8%: [750, 243, 869, 294]
trump-side-column: [1004, 1874, 1258, 1998]
growth-bars-graphic: [658, 474, 898, 674]
modi-advani-photo: [258, 1202, 520, 1340]
divider: [6, 838, 472, 839]
list-item-text: ಹೆಚ್ಚಿನ ವೀಸಾ ಪ್ರಕಾರಗಳಿಗೆ ನಿಯಮ ಅನ್ವಯ: [1022, 1765, 1177, 1778]
trump-tail: ಸಾಧ್ಯತೆಯೂ ಇದೆ. ಈ ನಿಯಮ ಜಾರಿಯಾದಲ್ಲಿ ಸಾವಿರಾರು ವಲಸಿಗರ ಮೇಲೆ ಪರಿಣಾಮ ಬೀರಲಿದೆ ಎನ್ನಲಾಗುತ್ತಿದೆ.: [1004, 1919, 1258, 1945]
army-kicker: ವಿಡಿಯೋ ಮೂಲಕ ಆಧುನೀಕರಣದ ಸ್ಪಷ್ಟ ಸುಳಿವು: [258, 1587, 568, 1611]
soldiers-photo: [506, 1770, 598, 1882]
vote-tag: ಮತ ಸಮರ: [264, 350, 318, 382]
rahul-body: ಬಿಹಾರದ ವಿಧಾನಸಭಾ ಚುನಾವಣೆಯಲ್ಲಿ ಎನ್‌ಡಿಎ 160 ಕ್ಕೂ ಹೆಚ್ಚು ಸೀಟುಗಳನ್ನು ಗೆದ್ದು ಸರ್ಕಾರ ರಚಿಸಲಿದೆ. ಇಂಡಿ ಕೂಟ ಸೋತು ನೆಲ ಕಚ್ಚಲಿದೆ. ಹೀಗಾಗಿ ರಾಹುಲ್ ಗಾಂಧಿಯ ದುಕಾನ್ (ಅಂಗಡಿ) ಶಾಶ್ವತವಾಗಿ ಮುಚ್ಚಲಿದೆ ಎಂದು ಕೇಂದ್ರ ಗೃಹ ಸಚಿವ ಅಮಿತ್ ಶಾ ಭವಿಷ್ಯ ನುಡಿದಿದ್ದಾರೆ. ರಾಹುಲ್ ಮತ್ತು ಆರ್‌ಜೆಡಿಯ ತೇಜಸ್ವಿ ಯಾದವ್ ಬಿಹಾರದ ಜನರನ್ನು ದಾರಿ ತಪ್ಪಿಸುತ್ತಿದ್ದಾರೆ ಎಂದು ಅವರು ಟೀಕಿಸಿದರು.: [230, 449, 458, 553]
divider: [1058, 1136, 1059, 1576]
gdp-chart-graphic: [776, 1024, 900, 1120]
list-item: [1012, 1720, 1250, 1741]
market-title: ಅತಿ ದೊಡ್ಡ ಮಾರುಕಟ್ಟೆ: [776, 693, 894, 712]
stat-gdp-growth-label: ಮೊದಲ ತ್ರೈಮಾಸಿಕದಲ್ಲಿ ಪ್ರಗತಿ ನಿರೀಕ್ಷೆ: [750, 300, 870, 311]
advani-body: ಹೊಸದಿಲ್ಲಿ: ಬಿಜೆಪಿ ಹಿರಿಯ ಮುಖಂಡ ಎಲ್.ಕೆ.ಆಡ್ವಾಣಿ ಅವರ 98ನೇ ಜನ್ಮದಿನದ ಹಿನ್ನೆಲೆಯಲ್ಲಿ ಶನಿವಾರ ಪ್ರಧಾನಿ ನರೇಂದ್ರ ಮೋದಿ ಅವರ ನಿವಾಸಕ್ಕೆ ತೆರಳಿ ಶುಭಾಶಯ ಕೋರಿದರು. ಆಡ್ವಾಣಿ ಅವರ ಸಾರ್ವಜನಿಕ ಸೇವೆ ದೇಶದ ಲಕ್ಷಾಂತರ ಕಾರ್ಯಕರ್ತರಿಗೆ ಪ್ರೇರಣೆ ಎಂದು ಪ್ರಧಾನಿ ಬಣ್ಣಿಸಿದರು. ಉಪರಾಷ್ಟ್ರಪತಿ ಸಿ.ಪಿ.ರಾಧಾಕೃಷ್ಣನ್, ರಕ್ಷಣಾ ಸಚಿವ ರಾಜನಾಥ್ ಸಿಂಗ್ ಸೇರಿದಂತೆ ಹಲವು ಗಣ್ಯರು ಶುಭ ಕೋರಿದರು. ದೇಶದ ಅಭಿವೃದ್ಧಿ ಮತ್ತು ಸಾಂಸ್ಕೃತಿಕ ಪುನರುತ್ಥಾನಕ್ಕೆ ಅವರ ಕೊಡುಗೆ ಅಪಾರ ಎಂದರು.: [258, 1349, 520, 1433]
gdp-label: GDP: [784, 1032, 822, 1070]
growth-story: [914, 694, 1260, 914]
masthead-weekday: ಭಾನುವಾರ: [28, 10, 73, 25]
sindoor-bullet-1-text: ಗುವಾಹಟಿಯಲ್ಲಿ ವಾಯುಪಡೆ ಕಾರ್ಯಕ್ರಮ: [546, 1191, 686, 1204]
kiru-item1-body: ಹೊಸದಿಲ್ಲಿ: ಪ್ರಧಾನಿ ನರೇಂದ್ರ ಮೋದಿ ಅವರು ನವೆಂಬರ್ 11ರಿಂದ ಎರಡು ದಿನಗಳ ಭೂತಾನ್ ಪ್ರವಾಸ ಕೈಗೊಳ್ಳಲಿದ್ದಾರೆ. ಈ ಭೇಟಿ ಉಭಯ ದೇಶಗಳ ನಡುವಿನ ಸಂಬಂಧವನ್ನು ಮತ್ತಷ್ಟು ಬಲಪಡಿಸಲಿದೆ. ಭೂತಾನ್ ರಾಜ ಜಿಗ್ಮೆ ಖೇಸರ್ ನಾಮ್‌ಗ್ಯೆಲ್ ವಾಂಗ್‌ಚುಕ್ ಅವರನ್ನು ಭೇಟಿ ಮಾಡಲಿದ್ದಾರೆ ಎಂದು ವಿದೇಶಾಂಗ ಸಚಿವಾಲಯ ತಿಳಿಸಿದೆ.: [6, 1222, 246, 1292]
army-sub1-body: ಸೇನೆಯು ಸಂಪೂರ್ಣ ಡಿಜಿಟಲ್ ಯುದ್ಧ ಕ್ಷೇತ್ರಕ್ಕೆ ಸಜ್ಜಾಗುತ್ತಿದೆ. ಭೂ, ಜಲ ಮತ್ತು ವಾಯು ಪಡೆಗಳ ಜಂಟಿ ಕಾರ್ಯಾಚರಣೆಗೆ ಹೊಸ ವ್ಯವಸ್ಥೆ ರೂಪಿಸಲಾಗುತ್ತಿದೆ.: [606, 1680, 752, 1735]
samagra-badge: [694, 508, 776, 590]
purchasing-story: [488, 694, 768, 1126]
policy-title: ಆರ್ಥಿಕ ನೀತಿ ಮತ್ತು ಸುಧಾರಣೆ: [914, 918, 1079, 944]
army-side-column: [606, 1668, 752, 1998]
trump-story: [764, 1588, 1262, 2000]
pillars-title: ಪ್ರಗತಿಯ ಆಧಾರ ಸ್ತಂಭಗಳಿವು: [1078, 249, 1219, 267]
arrow-icon: »: [250, 913, 258, 927]
divider: [794, 1136, 795, 1576]
bihar-tag: ಬಿಹಾರ: [254, 264, 287, 279]
ed-headline: 67 ಕೋಟಿ ರೂ. ಪಿಎಫ್‌ಐ ಆಸ್ತಿ ಜಪ್ತಿ ಮಾಡಿದ ಇಡಿ: [1064, 1135, 1252, 1184]
